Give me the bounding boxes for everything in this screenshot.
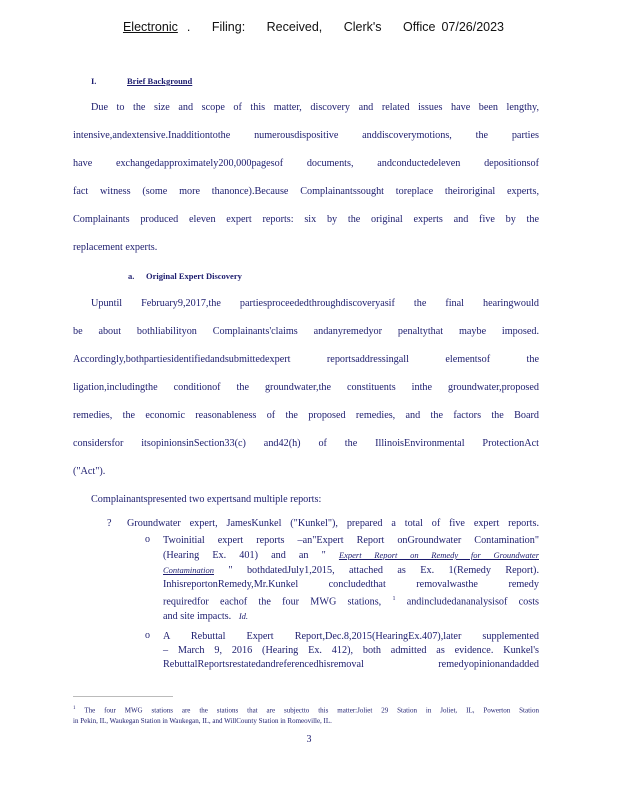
- header-filing: Filing:: [211, 20, 246, 34]
- expert-discovery-paragraph: [73, 290, 539, 514]
- footnote-divider: [73, 696, 173, 697]
- paragraph-line: intensive,andextensive.Inadditiontothe numerousdispositive anddiscoverymotions, the parties: [73, 130, 539, 141]
- subsection-title: Original Expert Discovery: [146, 271, 242, 281]
- bullet-text: Groundwater expert, JamesKunkel ("Kunkel"), prepared a total of five expert reports.: [127, 518, 539, 529]
- footnote-line: [73, 703, 539, 716]
- bullet-text-segment: andincludedananalysisof costs: [395, 596, 540, 608]
- subsection-heading: [73, 262, 539, 290]
- citation: Id.: [238, 611, 249, 622]
- paragraph-line: ("Act").: [73, 466, 106, 477]
- bullet-line: RebuttalReportsrestatedandreferencedhisremoval remedyopinionandadded: [163, 659, 539, 671]
- section-number: I.: [91, 76, 97, 86]
- bullet-text-segment: (Hearing Ex. 401) and an ": [163, 550, 326, 561]
- paragraph-line: fact witness (some more thanonce).Because Complainantssought toreplace theiroriginal experts,: [73, 186, 539, 197]
- header-office: Office: [403, 20, 436, 34]
- paragraph-line: Accordingly,bothpartiesidentifiedandsubmittedexpert reportsaddressingall elementsof the: [73, 354, 539, 365]
- filing-header: [0, 20, 618, 34]
- paragraph-line: Upuntil February9,2017,the partiesproceededthroughdiscoveryasif the final hearingwould: [91, 298, 539, 309]
- bullet-text-segment: requiredfor eachof the four MWG stations,: [163, 596, 382, 608]
- bullet-line: [163, 548, 539, 563]
- circle-bullet-icon: o: [145, 534, 150, 545]
- bullet-line: InhisreportonRemedy,Mr.Kunkel concludedthat removalwasthe remedy: [163, 579, 539, 590]
- report-title: Contamination: [163, 565, 215, 575]
- footnote-marker: 1: [73, 706, 76, 711]
- bullet-line: A Rebuttal Expert Report,Dec.8,2015(HearingEx.407),later supplemented: [163, 631, 539, 643]
- footnote-text: The four MWG stations are the stations that are subjectto this matter:Joliet 29 Station in Joliet, IL, Powerton Station: [84, 706, 539, 715]
- bullet-text-segment: and site impacts.: [163, 611, 232, 623]
- footnote: [73, 703, 539, 727]
- paragraph-line: remedies, the economic reasonableness of the proposed remedies, and the factors the Board: [73, 410, 539, 421]
- bullet-line: [163, 563, 539, 578]
- intro-line: Complainantspresented two expertsand multiple reports:: [91, 494, 322, 505]
- paragraph-line: have exchangedapproximately200,000pagesof documents, andconductedeleven depositionsof: [73, 158, 539, 169]
- bullet-line: [163, 609, 539, 624]
- page-number: 3: [306, 734, 312, 745]
- bullet-line: Twoinitial expert reports –an"Expert Report onGroundwater Contamination": [163, 535, 539, 546]
- paragraph-line: Due to the size and scope of this matter, discovery and related issues have been lengthy,: [91, 102, 539, 113]
- header-received: Received,: [266, 20, 323, 34]
- report-title: Expert Report on Remedy for Groundwater: [338, 550, 540, 560]
- bullet-line: [163, 592, 539, 609]
- circle-bullet-icon: o: [145, 630, 150, 642]
- section-title: Brief Background: [127, 76, 193, 86]
- sub-list-item: [73, 630, 539, 672]
- document-body: [73, 68, 539, 672]
- paragraph-line: be about bothliabilityon Complainants'claims andanyremedyor penaltythat maybe imposed.: [73, 326, 539, 337]
- paragraph-line: considersfor itsopinionsinSection33(c) and42(h) of the IllinoisEnvironmental ProtectionAct: [73, 438, 539, 449]
- paragraph-line: Complainants produced eleven expert reports: six by the original experts and five by the: [73, 214, 539, 225]
- paragraph-line: replacement experts.: [73, 242, 158, 253]
- footnote-ref[interactable]: 1: [392, 596, 396, 602]
- background-paragraph: [73, 94, 539, 262]
- header-date: 07/26/2023: [441, 20, 505, 34]
- subsection-number: a.: [128, 271, 135, 281]
- paragraph-line: ligation,includingthe conditionof the groundwater,the constituents inthe groundwater,proposed: [73, 382, 539, 393]
- section-heading: [73, 68, 539, 94]
- header-clerks: Clerk's: [343, 20, 382, 34]
- bullet-text-segment: " bothdatedJuly1,2015, attached as Ex. 1(Remedy Report).: [228, 565, 540, 576]
- bullet-marker: ?: [107, 518, 112, 529]
- sub-list-item: [73, 534, 539, 624]
- header-dot: .: [186, 20, 191, 34]
- bullet-line: – March 9, 2016 (Hearing Ex. 412), both admitted as evidence. Kunkel's: [163, 645, 539, 657]
- footnote-line: in Pekin, IL, Waukegan Station in Waukegan, IL, and WillCounty Station in Romeoville, IL.: [73, 717, 332, 726]
- expert-list: [73, 516, 539, 672]
- list-item: [73, 516, 539, 532]
- header-electronic: Electronic: [122, 20, 178, 34]
